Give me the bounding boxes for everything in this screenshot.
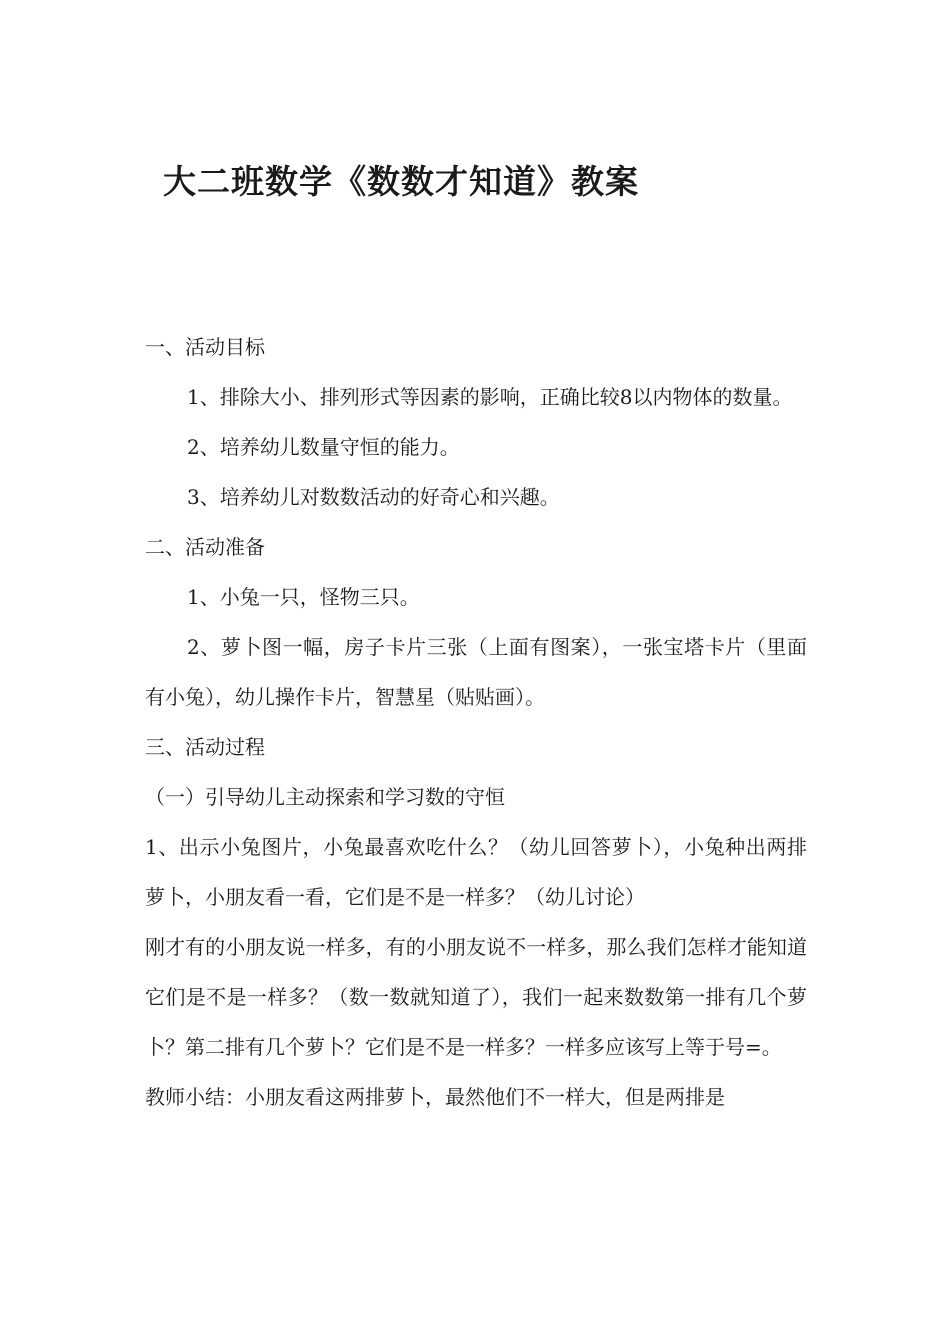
section-heading-process: 三、活动过程 [145, 735, 265, 759]
process-paragraph-3: 教师小结：小朋友看这两排萝卜，最然他们不一样大，但是两排是 [145, 1085, 725, 1109]
process-paragraph-2: 刚才有的小朋友说一样多，有的小朋友说不一样多，那么我们怎样才能知道它们是不是一样多？（数一数就知道了），我们一起来数数第一排有几个萝卜？第二排有几个萝卜？它们是不是一样多？一样多应该写上等于号=。 [145, 935, 807, 1059]
goal-item-2: 2、培养幼儿数量守恒的能力。 [187, 435, 460, 459]
goal-item-3: 3、培养幼儿对数数活动的好奇心和兴趣。 [187, 485, 560, 509]
section-heading-goals: 一、活动目标 [145, 335, 265, 359]
preparation-item-1: 1、小兔一只，怪物三只。 [187, 585, 420, 609]
document-title: 大二班数学《数数才知道》教案 [163, 162, 639, 201]
section-heading-preparation: 二、活动准备 [145, 535, 265, 559]
document-body [145, 322, 807, 1122]
process-paragraph-1: 1、出示小兔图片，小兔最喜欢吃什么？（幼儿回答萝卜），小兔种出两排萝卜，小朋友看一看，它们是不是一样多？（幼儿讨论） [145, 835, 807, 909]
process-subheading-1: （一）引导幼儿主动探索和学习数的守恒 [145, 785, 505, 809]
goal-item-1: 1、排除大小、排列形式等因素的影响，正确比较8以内物体的数量。 [187, 385, 793, 409]
preparation-item-2: 2、萝卜图一幅，房子卡片三张（上面有图案），一张宝塔卡片（里面有小兔），幼儿操作卡片，智慧星（贴贴画）。 [145, 635, 807, 709]
